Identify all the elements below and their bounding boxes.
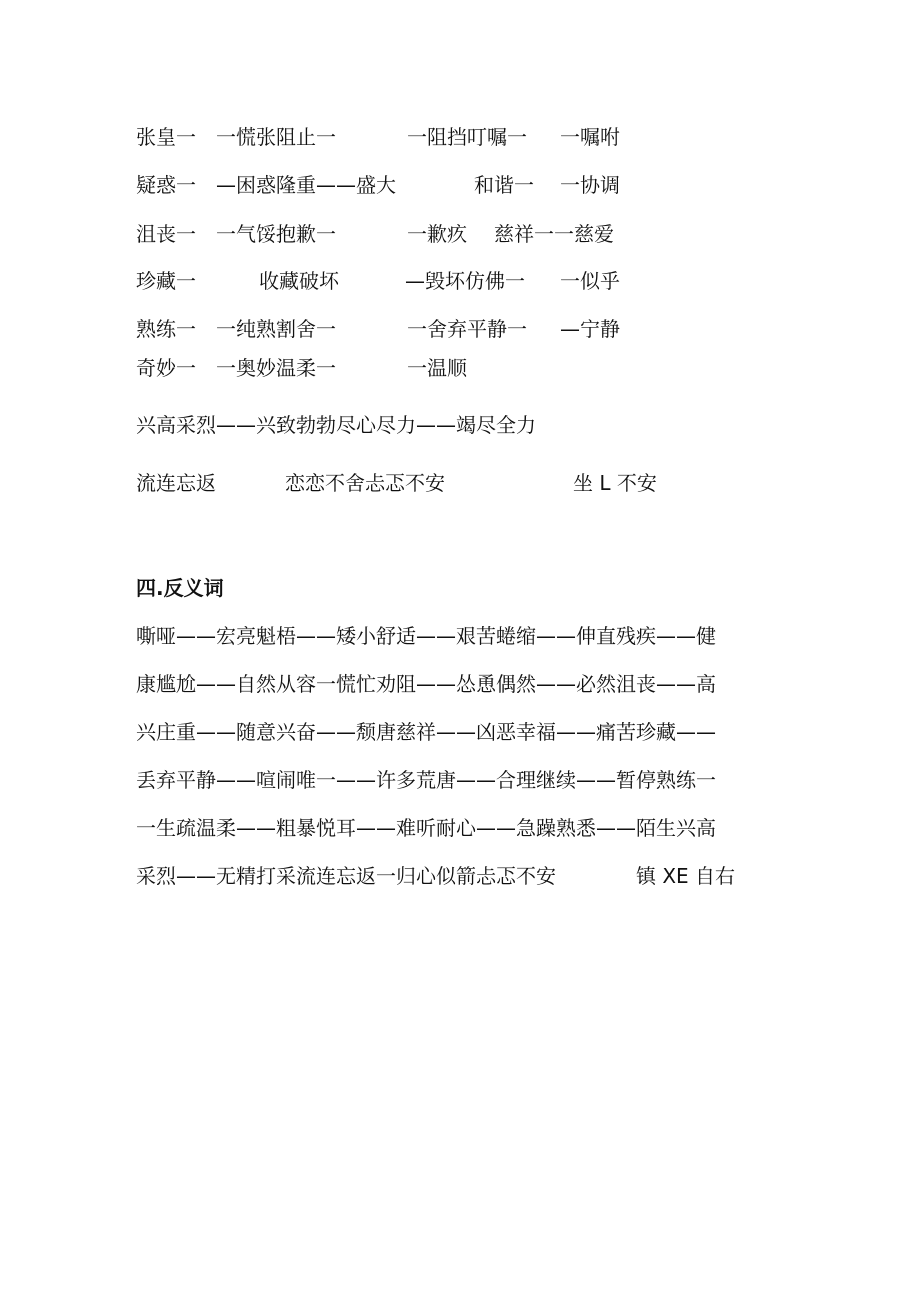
synonym-cell: 一舍弃平静一 [407, 317, 527, 341]
antonym-line: 采烈——无精打采流连忘返一归心似箭忐忑不安 [136, 864, 556, 888]
antonym-line: 嘶哑——宏亮魁梧——矮小舒适——艰苦蜷缩——伸直残疾——健 [136, 624, 716, 648]
synonym-row-6 [0, 353, 920, 383]
section-heading-antonyms: 四.反义词 [136, 576, 224, 600]
synonym-cell: 一慌张阻止一 [216, 125, 336, 149]
antonym-line: 康尴尬——自然从容一慌忙劝阻——怂恿偶然——必然沮丧——高 [136, 672, 716, 696]
idiom-cell: 恋恋不舍忐忑不安 [285, 471, 445, 495]
synonym-cell: 一嘱咐 [560, 125, 620, 149]
synonym-cell: 和谐一 [474, 173, 534, 197]
synonym-cell: —困惑隆重——盛大 [216, 173, 396, 197]
synonym-cell: —宁静 [560, 317, 620, 341]
synonym-cell: 一气馁抱歉一 [216, 222, 336, 246]
synonym-cell: 沮丧一 [136, 222, 196, 246]
antonym-line: 一生疏温柔——粗暴悦耳——难听耐心——急躁熟悉——陌生兴高 [136, 816, 716, 840]
synonym-row-2 [0, 170, 920, 200]
synonym-cell: 珍藏一 [136, 269, 196, 293]
idiom-row-2 [0, 468, 920, 498]
synonym-cell: 一协调 [560, 173, 620, 197]
synonym-row-5 [0, 314, 920, 344]
synonym-cell: 慈祥一一慈爱 [494, 222, 614, 246]
antonym-line: 丢弃平静——喧闹唯一——许多荒唐——合理继续——暂停熟练一 [136, 768, 716, 792]
synonym-row-4 [0, 266, 920, 296]
synonym-cell: 收藏破坏 [259, 269, 339, 293]
idiom-cell: 坐 L 不安 [573, 471, 657, 495]
synonym-row-3 [0, 219, 920, 249]
synonym-cell: 一似乎 [560, 269, 620, 293]
synonym-cell: 一温顺 [407, 356, 467, 380]
synonym-cell: 一纯熟割舍一 [216, 317, 336, 341]
synonym-row-1 [0, 122, 920, 152]
synonym-cell: 疑惑一 [136, 173, 196, 197]
synonym-cell: 一歉疚 [407, 222, 467, 246]
synonym-cell: 一奥妙温柔一 [216, 356, 336, 380]
idiom-text: 兴高采烈——兴致勃勃尽心尽力——竭尽全力 [136, 413, 536, 437]
synonym-cell: —毁坏仿佛一 [405, 269, 525, 293]
idiom-row-1 [0, 410, 920, 440]
synonym-cell: 熟练一 [136, 317, 196, 341]
idiom-cell: 流连忘返 [136, 471, 216, 495]
synonym-cell: 一阻挡叮嘱一 [407, 125, 527, 149]
antonym-line-tail: 镇 XE 自右 [636, 864, 736, 888]
synonym-cell: 奇妙一 [136, 356, 196, 380]
antonym-line: 兴庄重——随意兴奋——颓唐慈祥——凶恶幸福——痛苦珍藏—— [136, 720, 716, 744]
synonym-cell: 张皇一 [136, 125, 196, 149]
